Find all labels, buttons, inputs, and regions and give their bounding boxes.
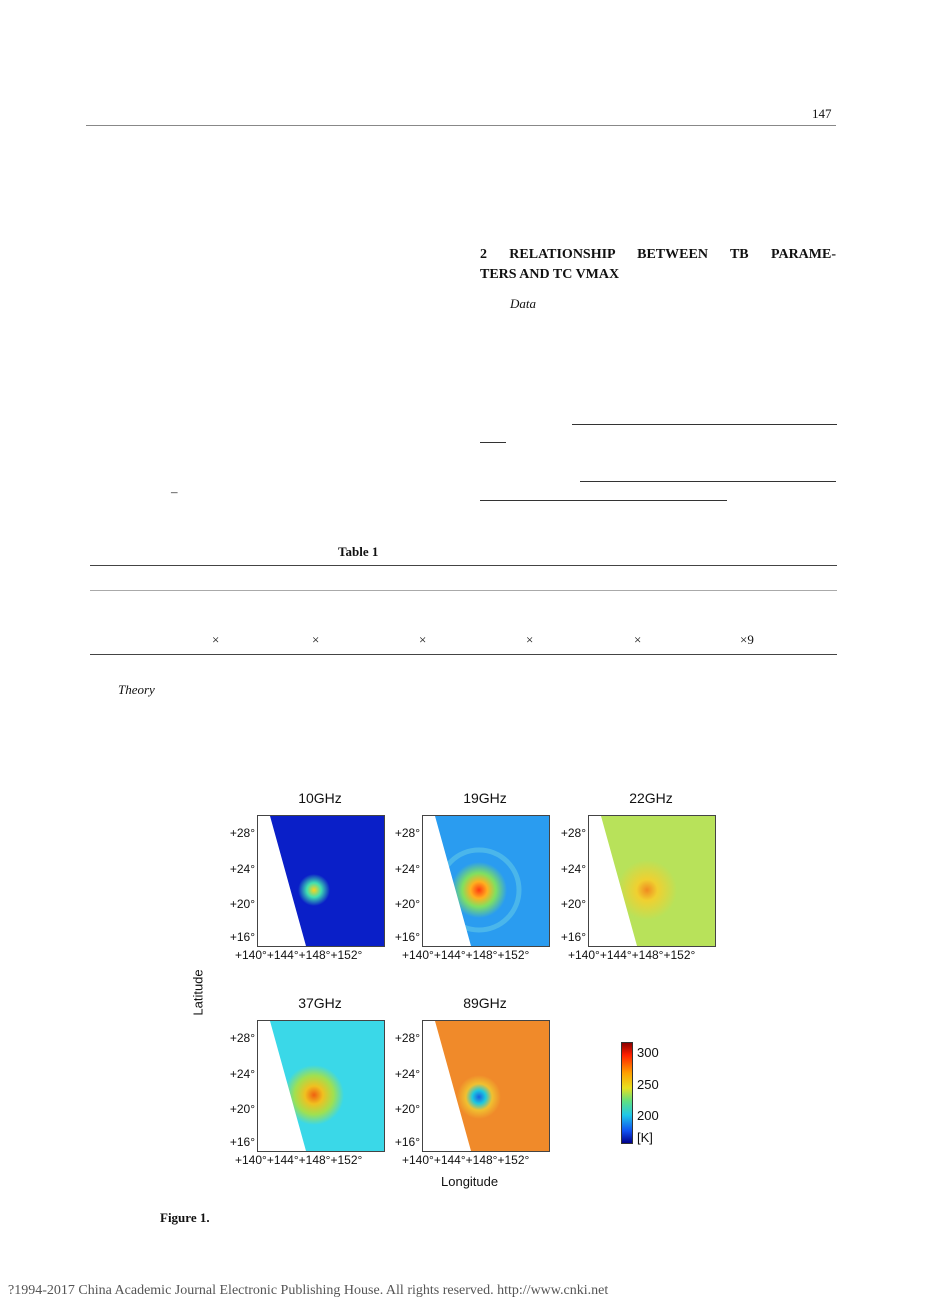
x-ticks: +140°+144°+148°+152° [402,1153,530,1167]
colorbar-tick: 250 [637,1077,659,1092]
y-tick: +16° [229,930,255,944]
table-cell: × [419,632,427,647]
y-tick: +28° [394,1031,420,1045]
colorbar-unit: [K] [637,1130,653,1145]
y-tick: +20° [394,897,420,911]
underline-rule [480,500,727,501]
x-ticks: +140°+144°+148°+152° [568,948,696,962]
y-tick: +20° [229,897,255,911]
y-tick: +16° [394,930,420,944]
x-ticks: +140°+144°+148°+152° [235,948,363,962]
map-19ghz [422,815,550,947]
data-paragraph-label: Data [510,296,536,311]
section-heading-line-1: 2 RELATIONSHIP BETWEEN TB PARAME- [480,247,836,262]
theory-paragraph-label: Theory [118,682,155,697]
table-top-rule [90,565,837,566]
colorbar-tick: 200 [637,1108,659,1123]
y-tick: +20° [394,1102,420,1116]
section-heading [480,245,836,285]
y-tick: +16° [394,1135,420,1149]
panel-title-89ghz: 89GHz [463,995,507,1011]
x-ticks: +140°+144°+148°+152° [402,948,530,962]
y-tick: +24° [229,862,255,876]
y-tick: +24° [394,1067,420,1081]
x-ticks: +140°+144°+148°+152° [235,1153,363,1167]
map-22ghz [588,815,716,947]
underline-rule [572,424,837,425]
table-cell: × [312,632,320,647]
y-tick: +28° [229,826,255,840]
colorbar [621,1042,633,1144]
map-10ghz [257,815,385,947]
table-cell: × [526,632,534,647]
table-title: Table 1 [338,544,379,559]
y-tick: +20° [560,897,586,911]
header-rule [86,125,836,126]
table-bottom-rule [90,654,837,655]
y-tick: +28° [229,1031,255,1045]
y-tick: +20° [229,1102,255,1116]
section-heading-line-2: TERS AND TC VMAX [480,267,620,282]
panel-title-22ghz: 22GHz [629,790,673,806]
y-tick: +16° [560,930,586,944]
panel-title-19ghz: 19GHz [463,790,507,806]
map-37ghz [257,1020,385,1152]
underline-rule [480,442,506,443]
y-tick: +24° [229,1067,255,1081]
y-axis-label: Latitude [190,969,206,1016]
y-tick: +16° [229,1135,255,1149]
table-cell: × [212,632,220,647]
table-cell: × [634,632,642,647]
map-89ghz [422,1020,550,1152]
copyright-footer: ?1994-2017 China Academic Journal Electronic Publishing House. All rights reserved. http://www.cnki.net [8,1283,609,1298]
y-tick: +24° [560,862,586,876]
x-axis-label: Longitude [441,1174,499,1189]
panel-title-10ghz: 10GHz [298,790,342,806]
panel-title-37ghz: 37GHz [298,995,342,1011]
y-tick: +28° [394,826,420,840]
y-tick: +28° [560,826,586,840]
table-header-rule [90,590,837,591]
y-tick: +24° [394,862,420,876]
page-number: 147 [812,106,832,121]
colorbar-tick: 300 [637,1045,659,1060]
figure-caption: Figure 1. [160,1210,210,1225]
dash-mark: – [171,484,178,499]
underline-rule [580,481,836,482]
table-cell: ×9 [740,632,754,647]
figure-1 [190,780,715,1200]
